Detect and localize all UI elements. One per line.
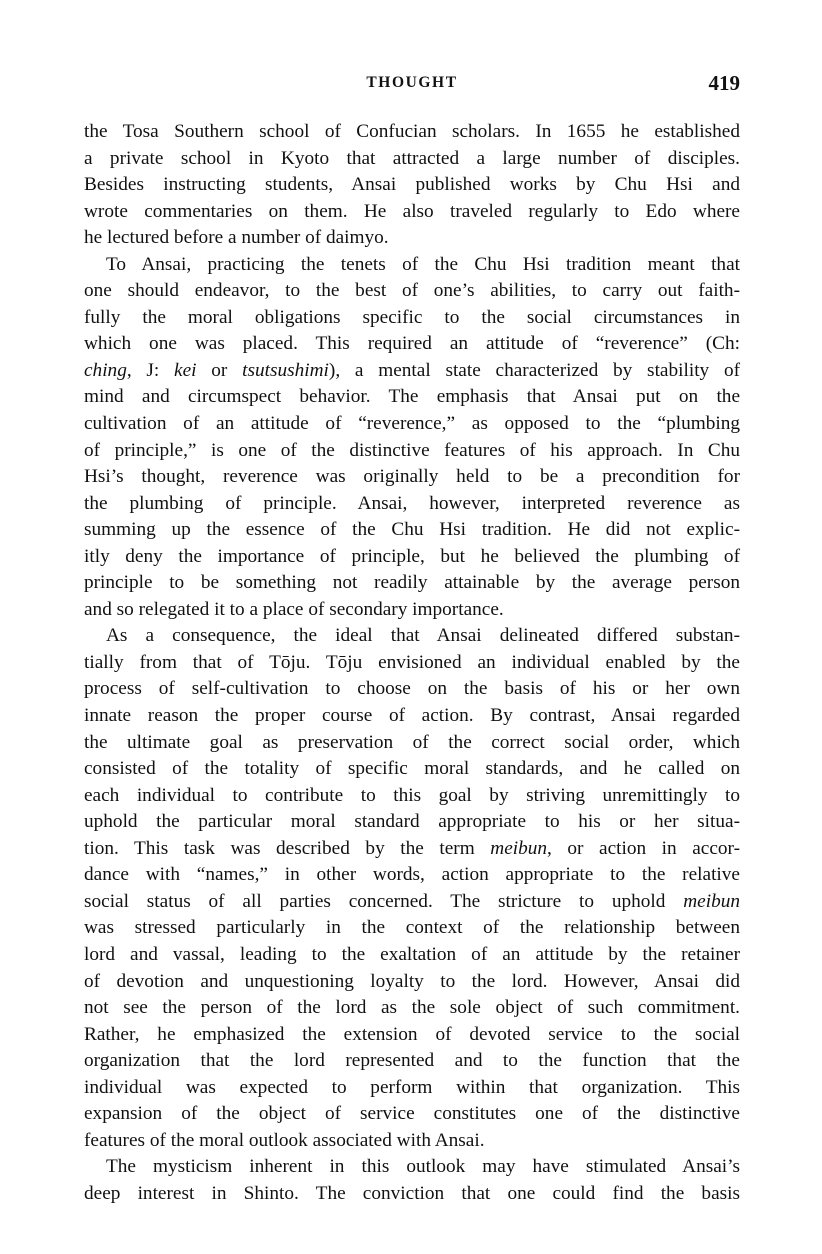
text-line: a private school in Kyoto that attracted a large number of disciples. xyxy=(84,147,740,169)
text-line: process of self-cultivation to choose on the basis of his or her own xyxy=(84,678,740,700)
text-line: To Ansai, practicing the tenets of the Chu Hsi tradition meant that xyxy=(106,253,740,275)
text-line: Rather, he emphasized the extension of devoted service to the social xyxy=(84,1023,740,1045)
text-line: itly deny the importance of principle, but he believed the plumbing of xyxy=(84,545,740,567)
text-line: the ultimate goal as preservation of the correct social order, which xyxy=(84,731,740,753)
text-line: dance with “names,” in other words, action appropriate to the relative xyxy=(84,864,740,886)
text-line: wrote commentaries on them. He also traveled regularly to Edo where xyxy=(84,200,740,222)
text-run: social status of all parties concerned. The stricture to uphold xyxy=(84,890,684,912)
text-line: The mysticism inherent in this outlook may have stimulated Ansai’s xyxy=(106,1156,740,1178)
text-line: the plumbing of principle. Ansai, however, interpreted reverence as xyxy=(84,492,740,514)
text-line: individual was expected to perform within that organization. This xyxy=(84,1076,740,1098)
text-run: ), a mental state characterized by stability of xyxy=(328,359,741,381)
text-run: , or action in accor- xyxy=(547,837,740,859)
text-line: one should endeavor, to the best of one’s abilities, to carry out faith- xyxy=(84,280,740,302)
text-line xyxy=(84,889,740,916)
text-line: tially from that of Tōju. Tōju envisioned an individual enabled by the xyxy=(84,651,740,673)
text-line: of devotion and unquestioning loyalty to the lord. However, Ansai did xyxy=(84,970,740,992)
text-run: or xyxy=(196,359,243,381)
text-line: of principle,” is one of the distinctive features of his approach. In Chu xyxy=(84,439,740,461)
text-line xyxy=(84,836,740,863)
text-line: each individual to contribute to this goal by striving unremittingly to xyxy=(84,784,740,806)
body-text xyxy=(84,119,740,1207)
text-line: expansion of the object of service constitutes one of the distinctive xyxy=(84,1103,740,1125)
text-line: uphold the particular moral standard appropriate to his or her situa- xyxy=(84,811,740,833)
text-line: not see the person of the lord as the sole object of such commitment. xyxy=(84,997,740,1019)
text-run: tion. This task was described by the term xyxy=(84,837,491,859)
page-number: 419 xyxy=(708,71,740,95)
running-head xyxy=(84,72,740,100)
italic-term: ching xyxy=(84,359,127,381)
text-line: consisted of the totality of specific moral standards, and he called on xyxy=(84,758,740,780)
text-line: cultivation of an attitude of “reverence,” as opposed to the “plumbing xyxy=(84,413,740,435)
text-line: which one was placed. This required an attitude of “reverence” (Ch: xyxy=(84,333,740,355)
text-line: he lectured before a number of daimyo. xyxy=(84,227,389,249)
text-line: features of the moral outlook associated with Ansai. xyxy=(84,1129,485,1151)
text-line: lord and vassal, leading to the exaltation of an attitude by the retainer xyxy=(84,943,740,965)
text-line: Besides instructing students, Ansai published works by Chu Hsi and xyxy=(84,174,740,196)
text-line: mind and circumspect behavior. The emphasis that Ansai put on the xyxy=(84,386,740,408)
text-line: deep interest in Shinto. The conviction that one could find the basis xyxy=(84,1182,740,1204)
italic-term: tsutsushimi xyxy=(242,359,329,381)
text-line: fully the moral obligations specific to the social circumstances in xyxy=(84,306,740,328)
text-line: innate reason the proper course of action. By contrast, Ansai regarded xyxy=(84,705,740,727)
text-line: As a consequence, the ideal that Ansai delineated differed substan- xyxy=(106,625,740,647)
text-line: Hsi’s thought, reverence was originally held to be a precondition for xyxy=(84,466,740,488)
italic-term: kei xyxy=(174,359,197,381)
italic-term: meibun xyxy=(490,837,548,859)
section-title: THOUGHT xyxy=(366,74,458,91)
italic-term: meibun xyxy=(683,890,740,912)
text-run: , J: xyxy=(126,359,175,381)
text-line: and so relegated it to a place of secondary importance. xyxy=(84,598,504,620)
text-line: was stressed particularly in the context of the relationship between xyxy=(84,917,740,939)
text-line: principle to be something not readily attainable by the average person xyxy=(84,572,740,594)
text-line: summing up the essence of the Chu Hsi tradition. He did not explic- xyxy=(84,519,740,541)
text-line: the Tosa Southern school of Confucian scholars. In 1655 he established xyxy=(84,121,740,142)
text-line xyxy=(84,358,740,385)
text-line: organization that the lord represented and to the function that the xyxy=(84,1050,740,1072)
